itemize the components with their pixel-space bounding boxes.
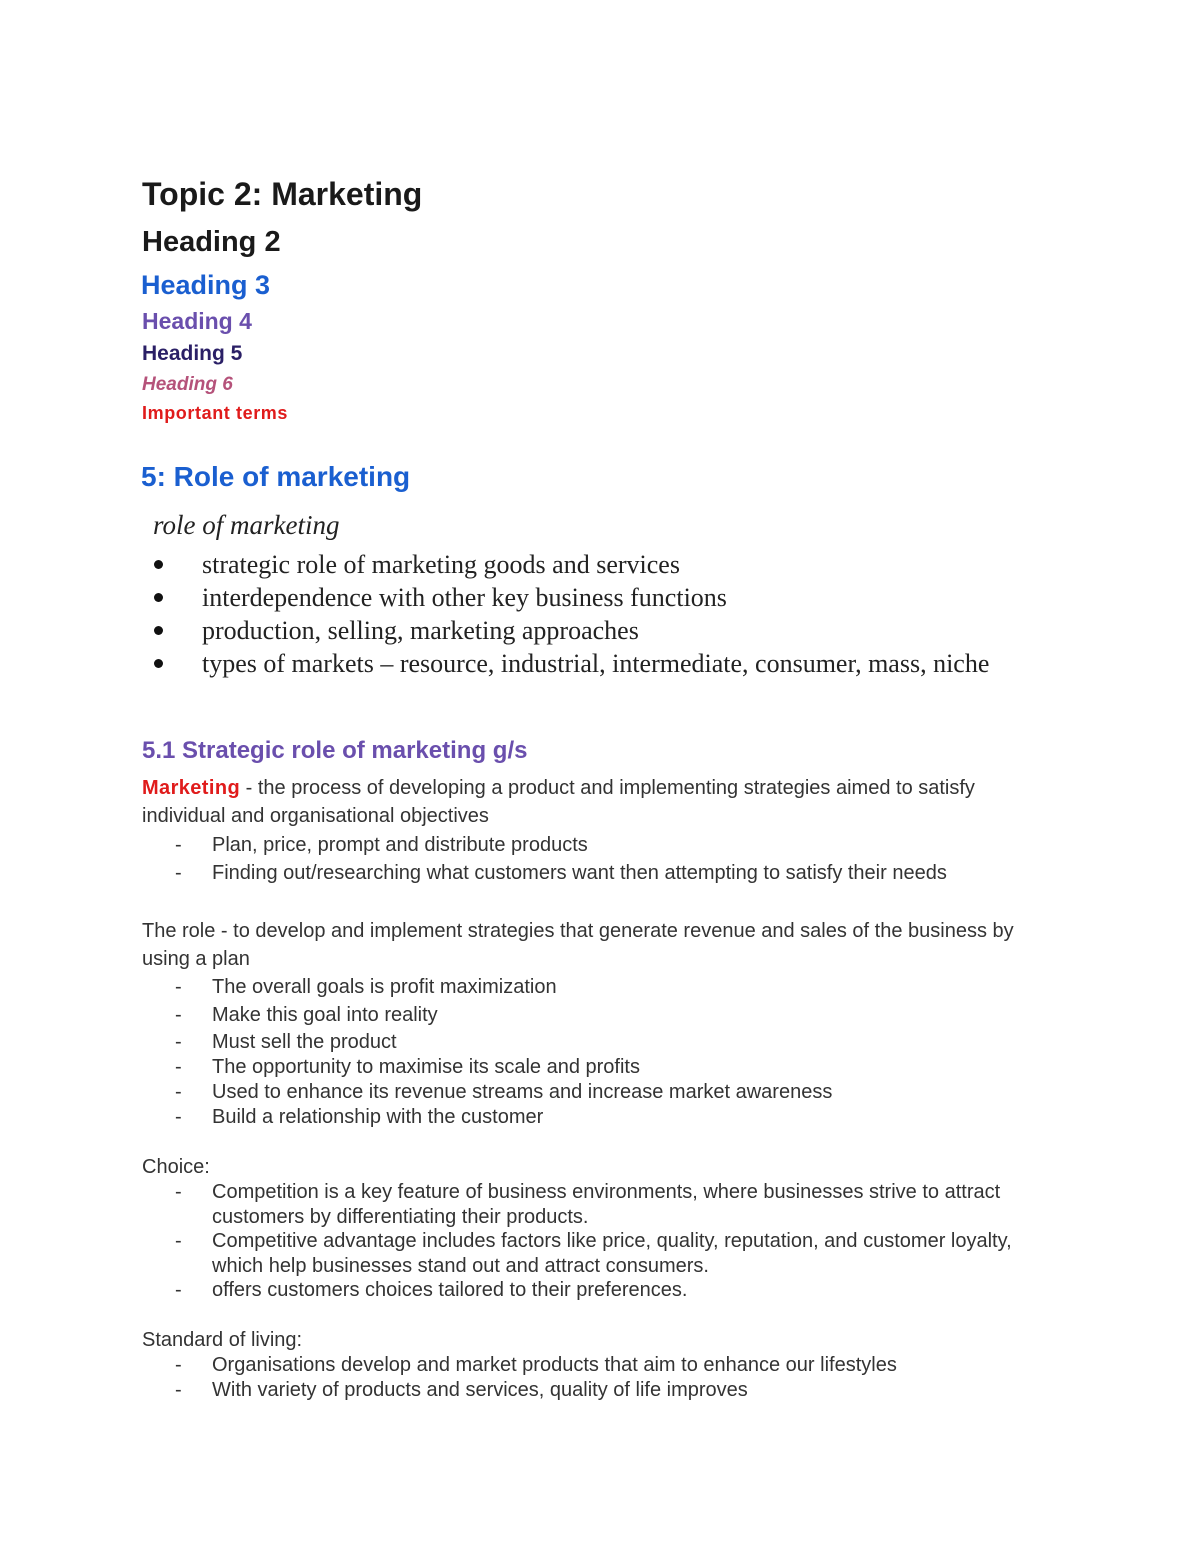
list-item: - The opportunity to maximise its scale and profits [175,1056,640,1078]
standard-of-living-label: Standard of living: [142,1329,303,1351]
heading-2-sample: Heading 2 [142,226,281,258]
heading-6-sample: Heading 6 [142,374,233,395]
choice-label: Choice: [142,1156,210,1178]
heading-5-sample: Heading 5 [142,342,243,365]
bullet-icon [154,593,163,602]
list-item: - Plan, price, prompt and distribute products [175,834,588,856]
list-item: - Build a relationship with the customer [175,1106,544,1128]
heading-4-sample: Heading 4 [142,308,252,334]
choice-list [142,1180,1042,1303]
syllabus-excerpt-title: role of marketing [153,510,340,540]
heading-3-sample: Heading 3 [141,270,271,300]
list-item: - Must sell the product [175,1031,397,1053]
list-item: - offers customers choices tailored to their preferences. [175,1279,688,1301]
list-item: - Organisations develop and market products that aim to enhance our lifestyles [175,1354,897,1376]
list-item: types of markets – resource, industrial, intermediate, consumer, mass, niche [152,647,989,680]
standard-of-living-list [142,1353,1062,1403]
list-item: strategic role of marketing goods and services [152,548,989,581]
important-terms-sample: Important terms [142,403,289,423]
bullet-icon [154,560,163,569]
bullet-icon [154,659,163,668]
list-item: - Competition is a key feature of business environments, where businesses strive to attract customers by differentiating their products. [175,1181,1001,1228]
list-item: - Competitive advantage includes factors like price, quality, reputation, and customer loyalty, which help businesses stand out and attract consumers. [175,1230,1012,1277]
definition-list [142,831,1062,887]
bullet-icon [154,626,163,635]
list-item: - The overall goals is profit maximization [175,976,557,998]
list-item: production, selling, marketing approaches [152,614,989,647]
document-title: Topic 2: Marketing [142,176,423,212]
role-paragraph: The role - to develop and implement strategies that generate revenue and sales of the business by using a plan [142,920,1014,970]
syllabus-excerpt-list [152,548,989,680]
list-item: interdependence with other key business functions [152,581,989,614]
section-heading: 5: Role of marketing [141,461,411,492]
definition-paragraph: Marketing - the process of developing a product and implementing strategies aimed to satisfy individual and organisational objectives [142,777,975,827]
subsection-heading: 5.1 Strategic role of marketing g/s [142,737,528,764]
role-list [142,973,1062,1130]
list-item: - Used to enhance its revenue streams and increase market awareness [175,1081,833,1103]
list-item: - With variety of products and services, quality of life improves [175,1379,748,1401]
key-term: Marketing [142,777,241,799]
list-item: - Make this goal into reality [175,1004,438,1026]
list-item: - Finding out/researching what customers want then attempting to satisfy their needs [175,862,947,884]
